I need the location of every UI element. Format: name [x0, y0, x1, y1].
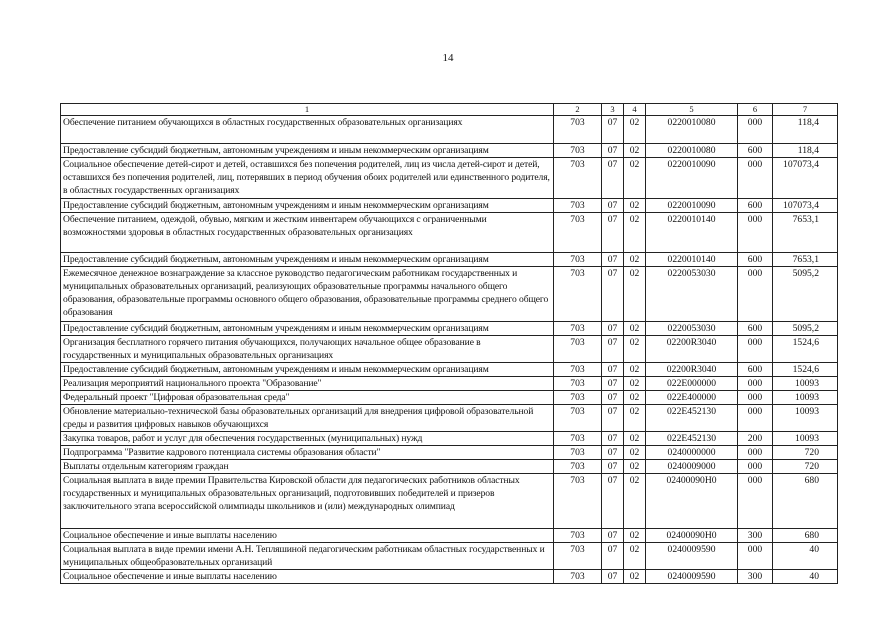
- description-cell: Федеральный проект "Цифровая образовательная среда": [61, 391, 554, 405]
- table-row: [61, 199, 838, 213]
- expense-type-cell: 000: [738, 116, 773, 144]
- subsection-cell: 02: [624, 253, 646, 267]
- header-cell: 7: [773, 104, 838, 116]
- table-row: [61, 570, 838, 584]
- table-row: [61, 377, 838, 391]
- description-cell: Социальная выплата в виде премии Правительства Кировской области для педагогических работников областных государственных и муниципальных образовательных организаций, подготовивших победителей и призеров заключительного этапа всероссийской олимпиады школьников и (или) международных олимпиад: [61, 474, 554, 529]
- target-article-cell: 0240000000: [646, 446, 738, 460]
- table-row: [61, 432, 838, 446]
- description-cell: Социальное обеспечение и иные выплаты населению: [61, 570, 554, 584]
- description-cell: Предоставление субсидий бюджетным, автономным учреждениям и иным некоммерческим организациям: [61, 199, 554, 213]
- expense-type-cell: 000: [738, 460, 773, 474]
- amount-cell: 7653,1: [773, 213, 838, 253]
- subsection-cell: 02: [624, 460, 646, 474]
- target-article-cell: 022E400000: [646, 391, 738, 405]
- table-row: [61, 363, 838, 377]
- budget-table: [60, 103, 838, 584]
- ministry-code-cell: 703: [554, 543, 602, 570]
- amount-cell: 10093: [773, 391, 838, 405]
- section-cell: 07: [602, 158, 624, 199]
- description-cell: Закупка товаров, работ и услуг для обеспечения государственных (муниципальных) нужд: [61, 432, 554, 446]
- expense-type-cell: 000: [738, 405, 773, 432]
- subsection-cell: 02: [624, 377, 646, 391]
- ministry-code-cell: 703: [554, 377, 602, 391]
- expense-type-cell: 300: [738, 529, 773, 543]
- ministry-code-cell: 703: [554, 446, 602, 460]
- table-row: [61, 474, 838, 529]
- description-cell: Социальная выплата в виде премии имени А.Н. Тепляшиной педагогическим работникам областных государственных и муниципальных общеобразовательных организаций: [61, 543, 554, 570]
- table-row: [61, 460, 838, 474]
- subsection-cell: 02: [624, 213, 646, 253]
- target-article-cell: 022E452130: [646, 432, 738, 446]
- expense-type-cell: 000: [738, 391, 773, 405]
- section-cell: 07: [602, 144, 624, 158]
- table-row: [61, 253, 838, 267]
- section-cell: 07: [602, 267, 624, 322]
- header-cell: 1: [61, 104, 554, 116]
- description-cell: Организация бесплатного горячего питания обучающихся, получающих начальное общее образование в государственных и муниципальных образовательных организациях: [61, 336, 554, 363]
- subsection-cell: 02: [624, 363, 646, 377]
- amount-cell: 107073,4: [773, 158, 838, 199]
- header-cell: 3: [602, 104, 624, 116]
- section-cell: 07: [602, 432, 624, 446]
- subsection-cell: 02: [624, 543, 646, 570]
- ministry-code-cell: 703: [554, 267, 602, 322]
- description-cell: Подпрограмма "Развитие кадрового потенциала системы образования области": [61, 446, 554, 460]
- table-row: [61, 446, 838, 460]
- target-article-cell: 02200R3040: [646, 336, 738, 363]
- description-cell: Социальное обеспечение детей-сирот и детей, оставшихся без попечения родителей, лиц из числа детей-сирот и детей, оставшихся без попечения родителей, лиц, потерявших в период обучения обоих родителей или единственного родителя, в областных государственных организациях: [61, 158, 554, 199]
- section-cell: 07: [602, 377, 624, 391]
- ministry-code-cell: 703: [554, 199, 602, 213]
- section-cell: 07: [602, 543, 624, 570]
- subsection-cell: 02: [624, 432, 646, 446]
- subsection-cell: 02: [624, 322, 646, 336]
- description-cell: Обеспечение питанием, одеждой, обувью, мягким и жестким инвентарем обучающихся с ограниченными возможностями здоровья в областных государственных образовательных организациях: [61, 213, 554, 253]
- target-article-cell: 02400090Н0: [646, 474, 738, 529]
- subsection-cell: 02: [624, 199, 646, 213]
- target-article-cell: 0220010140: [646, 213, 738, 253]
- table-row: [61, 116, 838, 144]
- subsection-cell: 02: [624, 446, 646, 460]
- target-article-cell: 0220053030: [646, 267, 738, 322]
- section-cell: 07: [602, 213, 624, 253]
- description-cell: Предоставление субсидий бюджетным, автономным учреждениям и иным некоммерческим организациям: [61, 144, 554, 158]
- target-article-cell: 02200R3040: [646, 363, 738, 377]
- amount-cell: 5095,2: [773, 267, 838, 322]
- section-cell: 07: [602, 460, 624, 474]
- ministry-code-cell: 703: [554, 405, 602, 432]
- amount-cell: 680: [773, 474, 838, 529]
- table-header-row: [61, 104, 838, 116]
- section-cell: 07: [602, 405, 624, 432]
- subsection-cell: 02: [624, 267, 646, 322]
- section-cell: 07: [602, 474, 624, 529]
- section-cell: 07: [602, 253, 624, 267]
- ministry-code-cell: 703: [554, 336, 602, 363]
- ministry-code-cell: 703: [554, 460, 602, 474]
- page-number: 14: [442, 52, 454, 64]
- table-row: [61, 158, 838, 199]
- ministry-code-cell: 703: [554, 158, 602, 199]
- expense-type-cell: 600: [738, 253, 773, 267]
- header-cell: 4: [624, 104, 646, 116]
- amount-cell: 107073,4: [773, 199, 838, 213]
- expense-type-cell: 200: [738, 432, 773, 446]
- expense-type-cell: 000: [738, 158, 773, 199]
- table-row: [61, 267, 838, 322]
- target-article-cell: 02400090Н0: [646, 529, 738, 543]
- amount-cell: 720: [773, 446, 838, 460]
- amount-cell: 10093: [773, 405, 838, 432]
- amount-cell: 40: [773, 543, 838, 570]
- description-cell: Предоставление субсидий бюджетным, автономным учреждениям и иным некоммерческим организациям: [61, 253, 554, 267]
- header-cell: 2: [554, 104, 602, 116]
- expense-type-cell: 600: [738, 363, 773, 377]
- target-article-cell: 0220010090: [646, 158, 738, 199]
- target-article-cell: 022E000000: [646, 377, 738, 391]
- amount-cell: 1524,6: [773, 336, 838, 363]
- section-cell: 07: [602, 363, 624, 377]
- expense-type-cell: 000: [738, 267, 773, 322]
- section-cell: 07: [602, 116, 624, 144]
- amount-cell: 7653,1: [773, 253, 838, 267]
- description-cell: Обновление материально-технической базы образовательных организаций для внедрения цифровой образовательной среды и развития цифровых навыков обучающихся: [61, 405, 554, 432]
- table-row: [61, 213, 838, 253]
- subsection-cell: 02: [624, 529, 646, 543]
- table-row: [61, 336, 838, 363]
- description-cell: Предоставление субсидий бюджетным, автономным учреждениям и иным некоммерческим организациям: [61, 363, 554, 377]
- target-article-cell: 0220010090: [646, 199, 738, 213]
- ministry-code-cell: 703: [554, 391, 602, 405]
- subsection-cell: 02: [624, 116, 646, 144]
- target-article-cell: 0220010080: [646, 144, 738, 158]
- amount-cell: 118,4: [773, 116, 838, 144]
- subsection-cell: 02: [624, 405, 646, 432]
- table-row: [61, 322, 838, 336]
- expense-type-cell: 000: [738, 377, 773, 391]
- amount-cell: 720: [773, 460, 838, 474]
- table-row: [61, 543, 838, 570]
- ministry-code-cell: 703: [554, 213, 602, 253]
- amount-cell: 1524,6: [773, 363, 838, 377]
- ministry-code-cell: 703: [554, 529, 602, 543]
- expense-type-cell: 600: [738, 144, 773, 158]
- description-cell: Обеспечение питанием обучающихся в областных государственных образовательных организациях: [61, 116, 554, 144]
- ministry-code-cell: 703: [554, 144, 602, 158]
- ministry-code-cell: 703: [554, 253, 602, 267]
- section-cell: 07: [602, 529, 624, 543]
- subsection-cell: 02: [624, 336, 646, 363]
- subsection-cell: 02: [624, 144, 646, 158]
- subsection-cell: 02: [624, 570, 646, 584]
- expense-type-cell: 600: [738, 199, 773, 213]
- description-cell: Реализация мероприятий национального проекта "Образование": [61, 377, 554, 391]
- amount-cell: 10093: [773, 377, 838, 391]
- target-article-cell: 0240009590: [646, 570, 738, 584]
- expense-type-cell: 000: [738, 446, 773, 460]
- description-cell: Предоставление субсидий бюджетным, автономным учреждениям и иным некоммерческим организациям: [61, 322, 554, 336]
- expense-type-cell: 000: [738, 474, 773, 529]
- amount-cell: 40: [773, 570, 838, 584]
- description-cell: Ежемесячное денежное вознаграждение за классное руководство педагогическим работникам государственных и муниципальных образовательных организаций, реализующих образовательные программы начального общего образования, образовательные программы основного общего образования, образовательные программы среднего общего образования: [61, 267, 554, 322]
- expense-type-cell: 000: [738, 543, 773, 570]
- header-cell: 6: [738, 104, 773, 116]
- ministry-code-cell: 703: [554, 116, 602, 144]
- ministry-code-cell: 703: [554, 322, 602, 336]
- section-cell: 07: [602, 391, 624, 405]
- section-cell: 07: [602, 322, 624, 336]
- table-row: [61, 405, 838, 432]
- ministry-code-cell: 703: [554, 432, 602, 446]
- subsection-cell: 02: [624, 474, 646, 529]
- amount-cell: 118,4: [773, 144, 838, 158]
- amount-cell: 10093: [773, 432, 838, 446]
- table-row: [61, 391, 838, 405]
- expense-type-cell: 000: [738, 336, 773, 363]
- target-article-cell: 022E452130: [646, 405, 738, 432]
- subsection-cell: 02: [624, 158, 646, 199]
- table-row: [61, 144, 838, 158]
- section-cell: 07: [602, 570, 624, 584]
- table-row: [61, 529, 838, 543]
- ministry-code-cell: 703: [554, 570, 602, 584]
- target-article-cell: 0220053030: [646, 322, 738, 336]
- header-cell: 5: [646, 104, 738, 116]
- ministry-code-cell: 703: [554, 363, 602, 377]
- description-cell: Социальное обеспечение и иные выплаты населению: [61, 529, 554, 543]
- target-article-cell: 0240009000: [646, 460, 738, 474]
- ministry-code-cell: 703: [554, 474, 602, 529]
- target-article-cell: 0220010140: [646, 253, 738, 267]
- expense-type-cell: 600: [738, 322, 773, 336]
- description-cell: Выплаты отдельным категориям граждан: [61, 460, 554, 474]
- expense-type-cell: 000: [738, 213, 773, 253]
- amount-cell: 680: [773, 529, 838, 543]
- section-cell: 07: [602, 199, 624, 213]
- target-article-cell: 0240009590: [646, 543, 738, 570]
- target-article-cell: 0220010080: [646, 116, 738, 144]
- section-cell: 07: [602, 336, 624, 363]
- amount-cell: 5095,2: [773, 322, 838, 336]
- expense-type-cell: 300: [738, 570, 773, 584]
- subsection-cell: 02: [624, 391, 646, 405]
- section-cell: 07: [602, 446, 624, 460]
